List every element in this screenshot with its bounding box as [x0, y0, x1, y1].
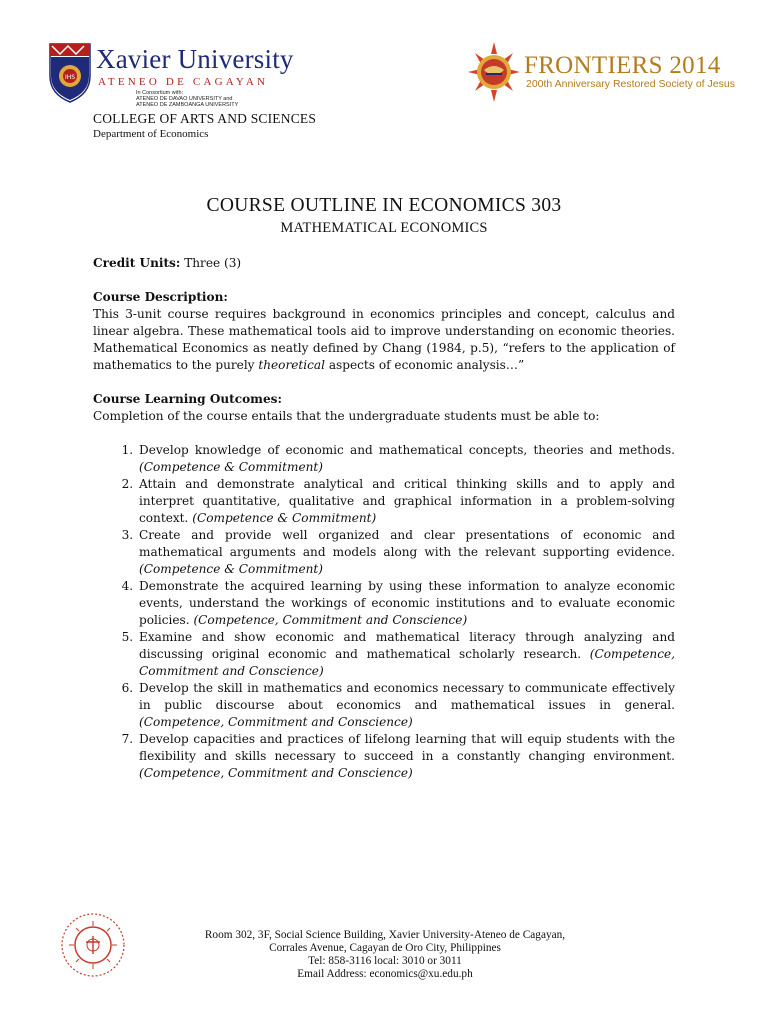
list-item [137, 527, 675, 578]
footer-email-line: Email Address: economics@xu.edu.ph [297, 968, 473, 980]
department-name: Department of Economics [93, 128, 209, 140]
footer-address-line: Room 302, 3F, Social Science Building, Xavier University-Ateneo de Cagayan, [204, 929, 566, 941]
consortium-note [136, 90, 238, 108]
list-item [137, 578, 675, 629]
outcome-tag: (Competence & Commitment) [192, 511, 377, 525]
outcomes-heading: Course Learning Outcomes: [93, 392, 282, 406]
outcomes-list [93, 442, 675, 782]
event-title: FRONTIERS 2014 [524, 52, 721, 79]
outcome-tag: (Competence, Commitment and Conscience) [193, 613, 468, 627]
outcome-text: Demonstrate the acquired learning by using these information to analyze economic events, understand the workings of economic institutions and to evaluate economic policies. [139, 579, 675, 627]
sunburst-emblem-icon [466, 40, 522, 104]
university-name: Xavier University [96, 44, 294, 74]
outcome-text: Develop the skill in mathematics and economics necessary to communicate effectively in public discourse about economics and mathematical issues in general. [139, 681, 675, 712]
description-text-part: This 3-unit course requires background in economics principles and concept, calculus and linear algebra. These mathematical tools aid to improve understanding on economic theories. Mathematical Economics as neatly defined by Chang (1984, p.5), “refers to the application of mathematics to the purely [93, 307, 675, 372]
outcome-text: Develop capacities and practices of lifelong learning that will equip students with the flexibility and skills necessary to succeed in a constantly changing environment. [139, 732, 675, 763]
outcome-tag: (Competence, Commitment and Conscience) [139, 715, 413, 729]
university-shield-icon [48, 42, 92, 104]
svg-text:IHS: IHS [64, 74, 76, 81]
description-italic-word: theoretical [258, 358, 325, 372]
list-item [137, 476, 675, 527]
event-subtitle: 200th Anniversary Restored Society of Jesus [526, 78, 735, 90]
footer-contact [160, 929, 610, 981]
consortium-line: ATENEO DE ZAMBOANGA UNIVERSITY [136, 102, 239, 108]
outcome-tag: (Competence & Commitment) [139, 562, 323, 576]
list-item [137, 442, 675, 476]
xavier-university-logo [48, 42, 298, 108]
credit-units [93, 255, 675, 272]
description-text-part: aspects of economic analysis…” [324, 358, 525, 372]
page-title: COURSE OUTLINE IN ECONOMICS 303 [206, 195, 562, 216]
consortium-line: In Consortium with: [136, 90, 184, 96]
outcome-text: Attain and demonstrate analytical and critical thinking skills and to apply and interpret quantitative, qualitative and graphical information in a problem-solving context. [139, 477, 675, 525]
list-item [137, 731, 675, 782]
footer-phone-line: Tel: 858-3116 local: 3010 or 3011 [308, 955, 462, 967]
university-subtitle: ATENEO DE CAGAYAN [98, 76, 269, 88]
outcome-text: Examine and show economic and mathematical literacy through analyzing and discussing original economic and mathematical scholarly research. [139, 630, 675, 661]
outcome-tag: (Competence, Commitment and Conscience) [139, 647, 675, 678]
frontiers-2014-logo [466, 38, 735, 104]
list-item [137, 680, 675, 731]
outcomes-intro: Completion of the course entails that the undergraduate students must be able to: [93, 409, 600, 423]
course-content [93, 255, 675, 782]
description-heading: Course Description: [93, 290, 228, 304]
outcome-tag: (Competence & Commitment) [139, 460, 323, 474]
page-subtitle: MATHEMATICAL ECONOMICS [280, 220, 488, 236]
consortium-line: ATENEO DE DAVAO UNIVERSITY and [136, 96, 233, 102]
footer-city-line: Corrales Avenue, Cagayan de Oro City, Philippines [269, 942, 501, 954]
list-item [137, 629, 675, 680]
outcome-text: Create and provide well organized and clear presentations of economic and mathematical arguments and models along with the relevant supporting evidence. [139, 528, 675, 559]
description-text [93, 306, 675, 374]
credit-units-label: Credit Units: [93, 256, 181, 270]
credit-units-value: Three (3) [180, 256, 242, 270]
outcome-text: Develop knowledge of economic and mathematical concepts, theories and methods. [139, 443, 675, 457]
jesuit-seal-icon [60, 912, 126, 978]
outcome-tag: (Competence, Commitment and Conscience) [139, 766, 413, 780]
college-name: COLLEGE OF ARTS AND SCIENCES [93, 111, 317, 126]
